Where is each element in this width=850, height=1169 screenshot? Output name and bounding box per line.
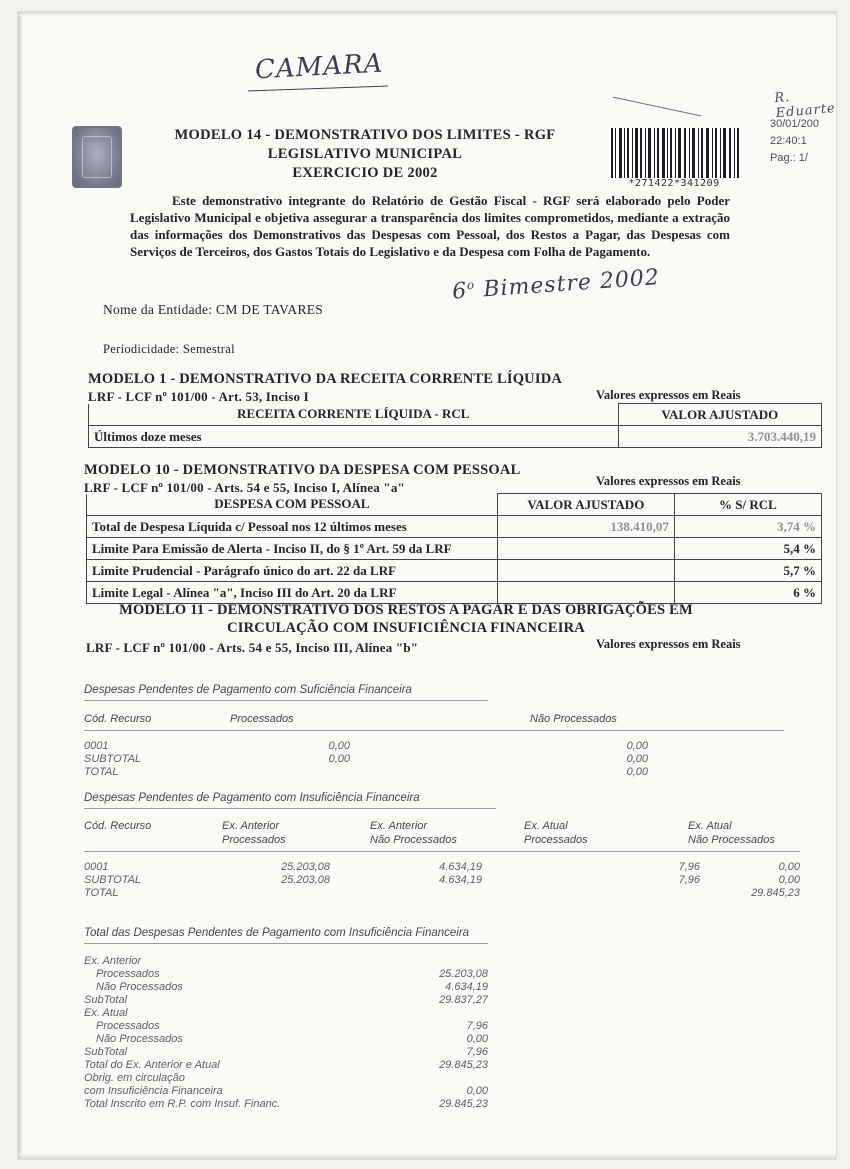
insuficiencia-row-cod: TOTAL	[84, 887, 119, 899]
suficiencia-row-naoproc: 0,00	[626, 766, 648, 778]
modelo10-row-label: Limite Para Emissão de Alerta - Inciso II, do § 1º Art. 59 da LRF	[87, 538, 498, 560]
suficiencia-underline	[84, 700, 488, 701]
totais-value: 0,00	[466, 1085, 488, 1097]
barcode-number: *271422*341209	[628, 178, 720, 189]
insuficiencia-row-d: 0,00	[778, 861, 800, 873]
stamp-meta	[770, 116, 819, 167]
suficiencia-header-rule	[84, 730, 784, 731]
totais-label: Ex. Atual	[84, 1007, 128, 1019]
insuficiencia-col-b1: Ex. Anterior	[370, 820, 428, 832]
handwritten-bimestre-number: 6	[451, 278, 469, 305]
modelo1-col-valor: VALOR AJUSTADO	[618, 404, 821, 426]
totais-value: 4.634,19	[445, 981, 488, 993]
barcode-bars	[608, 128, 740, 178]
periodicity-value: Semestral	[182, 342, 235, 356]
insuficiencia-row-a: 25.203,08	[281, 874, 330, 886]
totais-label: Total Inscrito em R.P. com Insuf. Financ.	[84, 1098, 281, 1110]
insuficiencia-col-d1: Ex. Atual	[688, 820, 732, 832]
suficiencia-row-naoproc: 0,00	[626, 740, 648, 752]
insuficiencia-row-b: 4.634,19	[439, 861, 482, 873]
modelo1-table	[88, 403, 822, 448]
suficiencia-col-nao-processados: Não Processados	[530, 713, 617, 725]
table-row	[89, 426, 822, 448]
totais-label: SubTotal	[84, 994, 128, 1006]
totais-label: Não Processados	[96, 981, 183, 993]
insuficiencia-header-rule	[84, 851, 800, 852]
title-line-2: LEGISLATIVO MUNICIPAL	[267, 146, 463, 162]
modelo11-heading	[86, 601, 726, 637]
modelo10-col-despesa: DESPESA COM PESSOAL	[87, 494, 498, 516]
entity-value: CM DE TAVARES	[216, 302, 324, 317]
insuficiencia-col-d2: Não Processados	[688, 834, 775, 846]
insuficiencia-col-a2: Processados	[222, 834, 286, 846]
periodicity	[103, 342, 235, 357]
totais-label: Processados	[96, 1020, 160, 1032]
periodicity-label: Periodicidade:	[103, 342, 180, 356]
modelo1-legal: LRF - LCF nº 101/00 - Art. 53, Inciso I	[88, 389, 309, 404]
intro-paragraph: Este demonstrativo integrante do Relatório de Gestão Fiscal - RGF será elaborado pelo Poder Legislativo Municipal e objetiva assegurar a transparência dos limites comprometidos, mediante a extração das informações dos Demonstrativos das Despesas com Pessoal, dos Restos a Pagar, das Despesas com Serviços de Terceiros, dos Gastos Totais do Legislativo e da Despesa com Folha de Pagamento.	[130, 193, 730, 259]
totais-value: 25.203,08	[439, 968, 488, 980]
totais-label: Total do Ex. Anterior e Atual	[84, 1059, 220, 1071]
barcode	[608, 128, 740, 178]
handwritten-bimestre-year: 2002	[599, 265, 661, 295]
totais-label: Ex. Anterior	[84, 955, 142, 967]
totais-label: SubTotal	[84, 1046, 128, 1058]
stamp-date: 30/01/200	[770, 118, 819, 130]
suficiencia-row-cod: SUBTOTAL	[84, 753, 142, 765]
insuficiencia-row-total: 29.845,23	[751, 887, 800, 899]
modelo10-row-value	[497, 538, 674, 560]
modelo10-table	[86, 493, 822, 604]
modelo1-row-value: 3.703.440,19	[618, 426, 821, 448]
insuficiencia-row-d: 0,00	[778, 874, 800, 886]
insuficiencia-row-b: 4.634,19	[439, 874, 482, 886]
totais-value: 7,96	[466, 1046, 488, 1058]
modelo1-row-label: Últimos doze meses	[89, 426, 619, 448]
insuficiencia-row-c: 7,96	[678, 874, 700, 886]
handwritten-bimestre-ordinal: o	[466, 277, 476, 293]
totais-value: 0,00	[466, 1033, 488, 1045]
modelo10-row-pct: 5,7 %	[674, 560, 821, 582]
totais-title: Total das Despesas Pendentes de Pagamento com Insuficiência Financeira	[84, 927, 470, 939]
table-row	[87, 516, 822, 538]
suficiencia-row-proc: 0,00	[328, 753, 350, 765]
handwritten-underline	[248, 86, 388, 92]
insuficiencia-row-a: 25.203,08	[281, 861, 330, 873]
modelo1-col-rcl: RECEITA CORRENTE LÍQUIDA - RCL	[89, 404, 619, 426]
insuficiencia-col-cod: Cód. Recurso	[84, 820, 152, 832]
insuficiencia-row-c: 7,96	[678, 861, 700, 873]
handwritten-camara: CAMARA	[254, 48, 385, 86]
suficiencia-col-processados: Processados	[230, 713, 294, 725]
table-row	[87, 560, 822, 582]
modelo10-row-label: Total de Despesa Líquida c/ Pessoal nos 12 últimos meses	[87, 516, 498, 538]
handwritten-bimestre	[451, 265, 660, 305]
insuficiencia-row-cod: 0001	[84, 861, 109, 873]
suficiencia-row-naoproc: 0,00	[626, 753, 648, 765]
stamp-page: Pag.: 1/	[770, 152, 808, 164]
insuficiencia-title: Despesas Pendentes de Pagamento com Insuficiência Financeira	[84, 792, 420, 804]
table-header-row	[87, 494, 822, 516]
insuficiencia-col-a1: Ex. Anterior	[222, 820, 280, 832]
modelo10-row-value: 138.410,07	[497, 516, 674, 538]
suficiencia-title: Despesas Pendentes de Pagamento com Suficiência Financeira	[84, 684, 412, 696]
page-title	[140, 126, 590, 183]
title-line-1: MODELO 14 - DEMONSTRATIVO DOS LIMITES - RGF	[174, 127, 556, 143]
insuficiencia-col-c2: Processados	[524, 834, 588, 846]
modelo10-row-value	[497, 560, 674, 582]
suficiencia-row-cod: TOTAL	[84, 766, 119, 778]
modelo1-valores-note: Valores expressos em Reais	[596, 388, 741, 402]
modelo11-legal: LRF - LCF nº 101/00 - Arts. 54 e 55, Inciso III, Alínea "b"	[86, 640, 419, 655]
entity-name	[103, 302, 323, 318]
suficiencia-col-cod: Cód. Recurso	[84, 713, 152, 725]
modelo11-valores-note: Valores expressos em Reais	[596, 637, 741, 651]
totais-label: Não Processados	[96, 1033, 183, 1045]
modelo10-row-label: Limite Legal - Alínea "a", Inciso III do Art. 20 da LRF	[87, 582, 498, 604]
modelo10-heading: MODELO 10 - DEMONSTRATIVO DA DESPESA COM PESSOAL	[84, 462, 521, 478]
modelo10-row-pct: 6 %	[674, 582, 821, 604]
insuficiencia-col-b2: Não Processados	[370, 834, 457, 846]
entity-label: Nome da Entidade:	[103, 302, 213, 317]
handwritten-bimestre-word: Bimestre	[482, 269, 593, 303]
modelo11-heading-line-2: CIRCULAÇÃO COM INSUFICIÊNCIA FINANCEIRA	[227, 620, 585, 636]
suficiencia-row-cod: 0001	[84, 740, 109, 752]
coat-of-arms-seal	[72, 126, 122, 188]
totais-underline	[84, 943, 488, 944]
stamp-time: 22:40:1	[770, 135, 807, 147]
totais-value: 29.837,27	[439, 994, 488, 1006]
modelo10-row-pct: 3,74 %	[674, 516, 821, 538]
insuficiencia-col-c1: Ex. Atual	[524, 820, 568, 832]
totais-value: 29.845,23	[439, 1098, 488, 1110]
modelo10-legal: LRF - LCF nº 101/00 - Arts. 54 e 55, Inciso I, Alínea "a"	[84, 480, 405, 495]
modelo10-row-pct: 5,4 %	[674, 538, 821, 560]
modelo10-col-pct: % S/ RCL	[674, 494, 821, 516]
table-row	[87, 538, 822, 560]
totais-label: com Insuficiência Financeira	[84, 1085, 223, 1097]
modelo1-heading: MODELO 1 - DEMONSTRATIVO DA RECEITA CORRENTE LÍQUIDA	[88, 371, 563, 387]
totais-value: 7,96	[466, 1020, 488, 1032]
modelo10-col-valor: VALOR AJUSTADO	[497, 494, 674, 516]
pen-stroke	[613, 97, 701, 117]
totais-label: Processados	[96, 968, 160, 980]
modelo10-valores-note: Valores expressos em Reais	[596, 474, 741, 488]
insuficiencia-row-cod: SUBTOTAL	[84, 874, 142, 886]
table-header-row	[89, 404, 822, 426]
title-line-3: EXERCICIO DE 2002	[292, 165, 438, 181]
insuficiencia-underline	[84, 808, 496, 809]
totais-label: Obrig. em circulação	[84, 1072, 185, 1084]
suficiencia-row-proc: 0,00	[328, 740, 350, 752]
handwritten-margin-note: R. Eduarte	[773, 89, 837, 122]
modelo11-heading-line-1: MODELO 11 - DEMONSTRATIVO DOS RESTOS A PAGAR E DAS OBRIGAÇÕES EM	[119, 602, 693, 618]
totais-value: 29.845,23	[439, 1059, 488, 1071]
modelo10-row-label: Limite Prudencial - Parágrafo único do art. 22 da LRF	[87, 560, 498, 582]
